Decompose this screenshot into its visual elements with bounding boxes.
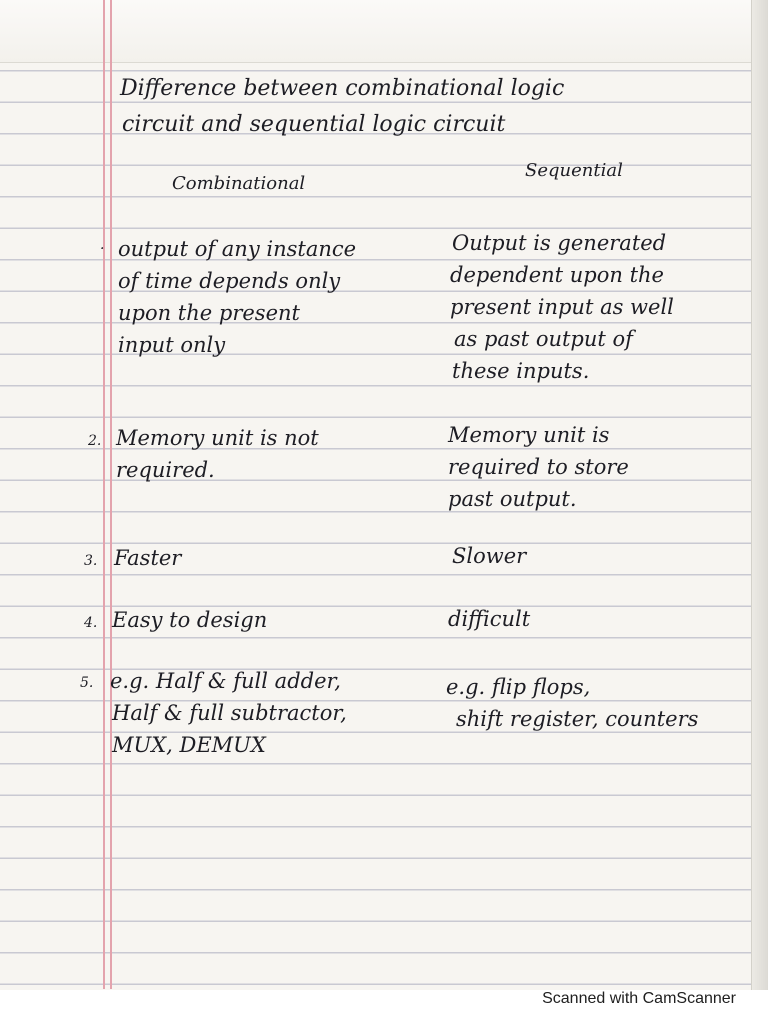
row5-combinational-line: Half & full subtractor, — [112, 701, 347, 725]
row2-sequential-line: Memory unit is — [448, 423, 610, 447]
row-number: 5. — [80, 675, 94, 691]
row1-sequential-line: as past output of — [454, 327, 633, 351]
title-line-1: Difference between combinational logic — [120, 76, 565, 101]
row2-combinational-line: Memory unit is not — [116, 426, 319, 450]
heading-combinational: Combinational — [172, 173, 306, 194]
row5-sequential-line: e.g. flip flops, — [446, 675, 591, 699]
row1-sequential-line: Output is generated — [452, 231, 667, 255]
row1-combinational-line: input only — [118, 333, 226, 357]
row1-combinational-line: upon the present — [118, 301, 300, 325]
camscanner-watermark: Scanned with CamScanner — [542, 990, 736, 1007]
row-number: · — [100, 241, 105, 257]
margin-line — [110, 0, 112, 989]
heading-sequential: Sequential — [525, 160, 623, 181]
row5-combinational-line: MUX, DEMUX — [112, 733, 266, 757]
row4-sequential-line: difficult — [448, 607, 531, 631]
row2-sequential-line: past output. — [448, 487, 577, 511]
row1-combinational-line: of time depends only — [118, 269, 341, 293]
row5-combinational-line: e.g. Half & full adder, — [110, 669, 341, 693]
row3-sequential-line: Slower — [452, 544, 527, 568]
page-top-edge — [0, 0, 768, 63]
row1-sequential-line: dependent upon the — [450, 263, 664, 287]
row-number: 2. — [88, 433, 102, 449]
row2-combinational-line: required. — [116, 458, 215, 482]
row1-sequential-line: these inputs. — [452, 359, 590, 383]
row-number: 4. — [84, 615, 98, 631]
row1-sequential-line: present input as well — [450, 295, 674, 319]
row-number: 3. — [84, 553, 98, 569]
margin-line — [103, 0, 105, 989]
row5-sequential-line: shift register, counters — [456, 707, 699, 731]
row4-combinational-line: Easy to design — [112, 608, 268, 632]
row1-combinational-line: output of any instance — [118, 237, 357, 261]
row3-combinational-line: Faster — [114, 546, 182, 570]
title-line-2: circuit and sequential logic circuit — [122, 112, 506, 137]
page-right-edge — [751, 0, 768, 995]
row2-sequential-line: required to store — [448, 455, 629, 479]
